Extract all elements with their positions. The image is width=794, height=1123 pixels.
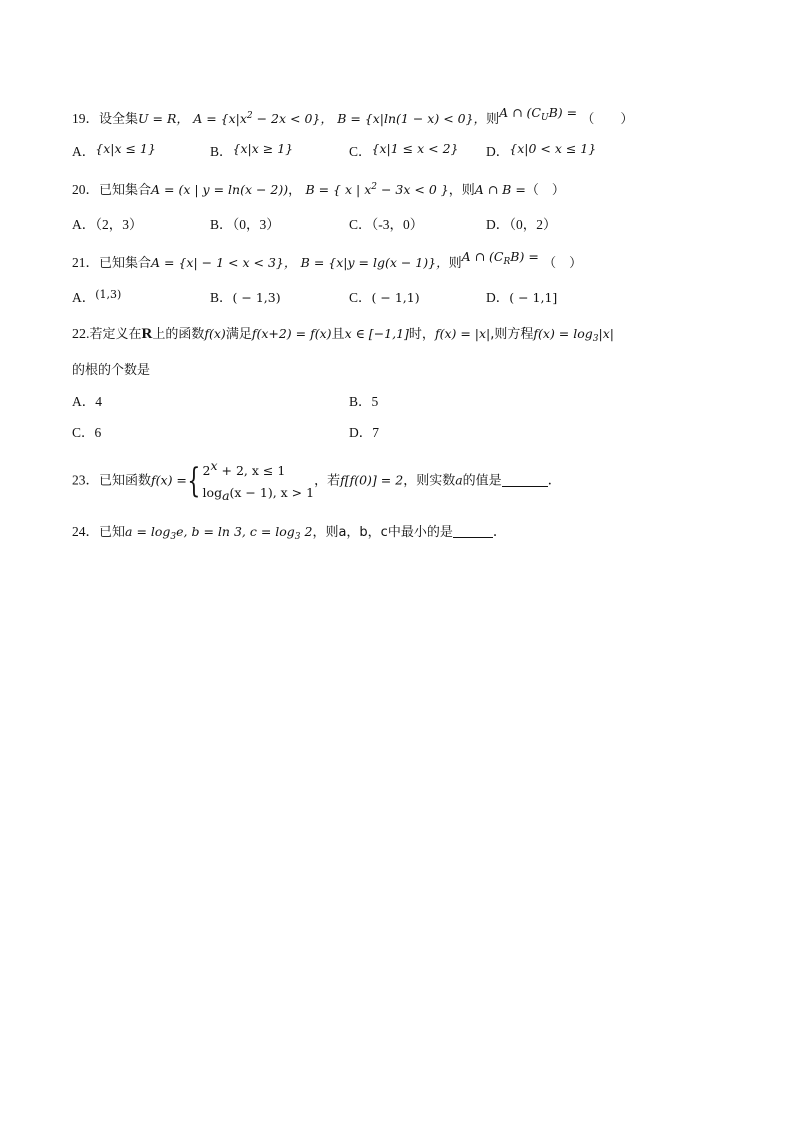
math-set-a: A = {x| − 1 < x < 3}， [151,255,297,270]
option-b: B．5 [349,394,379,409]
question-number: 24． [72,524,99,539]
math-set-b: B = { x | $x^2 - 3x < 0$ } [305,182,449,197]
answer-blank[interactable] [502,486,548,487]
question-22: 22.若定义在R上的函数f(x)满足f(x+2) = f(x)且x ∈ [−1,1]时，f(x) = |x|,则方程$f(x) = \log_3|x|$ [72,326,614,344]
option-c: C．6 [72,425,102,440]
question-number: 19． [72,111,99,126]
option-d: D．{x|0 < x ≤ 1} [486,141,597,159]
math-condition: f[f(0)] = 2 [340,472,404,488]
math-periodic: f(x+2) = f(x) [251,326,332,341]
case-2: $\log_a(x - 1)$, x > 1 [202,485,315,503]
question-number: 21． [72,255,99,270]
option-c: C．（-3，0） [349,217,424,232]
math-expression: A ∩ B = [474,182,526,197]
math-set-a: $A = \{x|x^2 - 2x < 0\}$， [193,111,333,126]
case-1: $2^x + 2$, x ≤ 1 [202,458,286,478]
option-d: D．7 [349,425,379,440]
option-c: C．{x|1 ≤ x < 2} [349,141,459,159]
math-expression: A ∩ $(C_UB)$ = [499,105,578,123]
option-a: A．{x|x ≤ 1} [72,141,156,159]
option-d: D．（0，2） [486,217,557,232]
math-set-b: B = {x|ln(1 − x) < 0}， [337,111,487,126]
question-24: 24．已知$a = \log_3e$, b = ln 3, $c = \log_3 2$，则a，b，c中最小的是 . [72,524,498,542]
answer-parentheses: （ ） [525,183,565,198]
question-19 [72,106,633,134]
question-22-continued [72,360,150,381]
question-text: 设全集 [99,112,139,127]
math-function: f(x) = [151,472,187,488]
question-number: 23． [72,472,99,488]
question-text: 已知集合 [99,256,152,271]
math-variable: a [455,472,463,488]
answer-parentheses: （ ） [543,256,583,271]
option-b: B．（0，3） [210,217,280,232]
math-expression: A ∩ $(C_RB)$ = [461,249,539,267]
option-b: B．{x|x ≥ 1} [210,141,294,159]
brace-icon: { [187,461,201,501]
question-21: 21．已知集合A = {x| − 1 < x < 3}， B = {x|y = lg(x − 1)}，则A ∩ $(C_RB)$ = （ ） [72,249,583,271]
answer-parentheses: （ ） [581,112,634,127]
math-definitions: $a = \log_3e$, b = ln 3, $c = \log_3 2$ [125,524,313,542]
option-a: A．$^{(1,3)}$ [72,288,122,305]
question-23: 23．已知函数f(x) ={ $2^x + 2$, x ≤ 1 $\log_a(x - 1)$, x > 1 ，若f[f(0)] = 2，则实数a的值是 . [72,455,552,507]
question-number: 20． [72,182,99,197]
math-domain: x ∈ [−1,1] [344,326,409,341]
math-set-a: A = (x | y = ln(x − 2)) [151,182,289,197]
question-20: 20．已知集合A = (x | y = ln(x − 2))， B = { x | $x^2 - 3x < 0$ }，则A ∩ B =（ ） [72,182,565,198]
math-real-set: R [141,326,153,342]
question-number: 22. [72,327,90,342]
option-d: D．( − 1,1] [486,290,558,305]
math-equation: $f(x) = \log_3|x|$ [533,326,614,344]
piecewise-cases [203,455,315,507]
option-a: A．（2，3） [72,217,143,232]
math-set-b: B = {x|y = lg(x − 1)}， [300,255,449,270]
option-a: A．4 [72,394,102,409]
answer-blank[interactable] [453,537,493,538]
option-b: B．( − 1,3) [210,290,281,305]
question-text: 已知集合 [99,183,152,198]
question-text: 的根的个数是 [72,363,151,378]
math-definition: f(x) = |x| [434,326,491,341]
option-c: C．( − 1,1) [349,290,420,305]
question-text: 则 [486,112,500,127]
math-universal-set: U = R， [138,111,189,126]
math-function: f(x) [204,326,226,341]
